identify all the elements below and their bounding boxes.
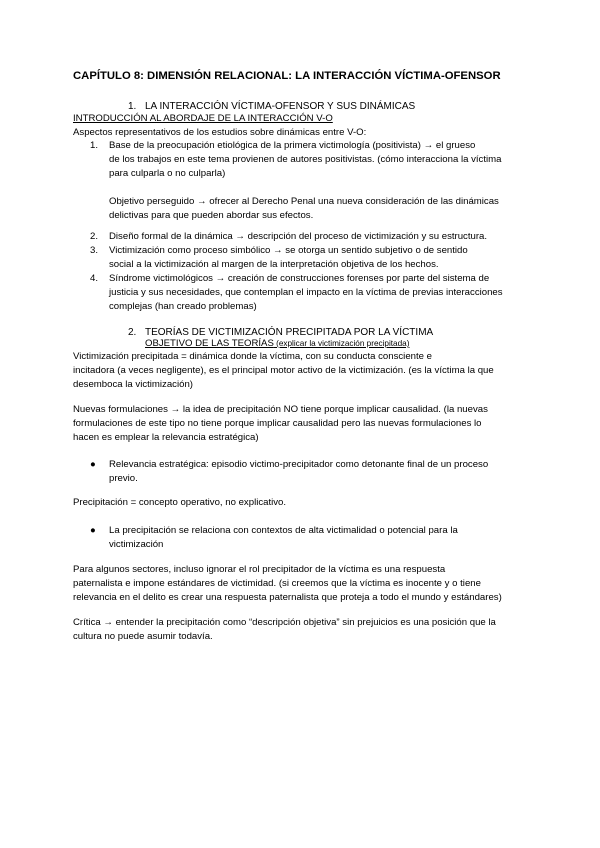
paragraph-line: relevancia en el delito es crear una respuesta paternalista que proteja a todo el mundo y estándares) — [73, 592, 502, 603]
paragraph-line: incitadora (a veces negligente), es el principal motor activo de la victimización. (es la víctima la que — [73, 365, 494, 376]
list-item-line: Diseño formal de la dinámica → descripción del proceso de victimización y su estructura. — [109, 231, 488, 242]
subheading-main: OBJETIVO DE LAS TEORÍAS — [145, 338, 274, 349]
bullet-icon: ● — [90, 525, 96, 536]
section-2-subheading — [145, 338, 409, 349]
paragraph-line: Crítica → entender la precipitación como “descripción objetiva” sin prejuicios es una posición que la — [73, 617, 496, 628]
bullet-line: La precipitación se relaciona con contextos de alta victimalidad o potencial para la — [109, 525, 458, 536]
list-item-line: Victimización como proceso simbólico → se otorga un sentido subjetivo o de sentido — [109, 245, 468, 256]
list-item — [73, 230, 543, 244]
list-item-number: 1. — [90, 140, 99, 151]
list-item — [73, 139, 543, 223]
section-1-number: 1. — [128, 101, 137, 112]
list-item — [73, 272, 543, 314]
paragraph-critica — [73, 616, 533, 644]
section-1-list — [73, 139, 543, 223]
list-item — [73, 244, 543, 272]
paragraph-nuevas-formulaciones — [73, 403, 533, 445]
list-item-line: para culparla o no culparla) — [109, 168, 226, 179]
intro-subheading: INTRODUCCIÓN AL ABORDAJE DE LA INTERACCIÓN V-O — [73, 113, 333, 124]
paragraph-line: desemboca la victimización) — [73, 379, 193, 390]
paragraph-line: Nuevas formulaciones → la idea de precipitación NO tiene porque implicar causalidad. (la nuevas — [73, 404, 488, 415]
section-1-heading — [128, 101, 415, 112]
paragraph-line: paternalista e impone estándares de victimidad. (si creemos que la víctima es inocente y o tiene — [73, 578, 481, 589]
list-item-line: delictivas para que pueden abordar sus efectos. — [109, 210, 314, 221]
section-1-heading-text: LA INTERACCIÓN VÍCTIMA-OFENSOR Y SUS DINÁMICAS — [145, 101, 416, 112]
bullet-line: previo. — [109, 473, 138, 484]
bullet-line: Relevancia estratégica: episodio victimo-precipitador como detonante final de un proceso — [109, 459, 489, 470]
paragraph-line: hacen es emplear la relevancia estratégica) — [73, 432, 259, 443]
paragraph-line: formulaciones de este tipo no tiene porque implicar causalidad pero las nuevas formulaciones lo — [73, 418, 482, 429]
list-item-line: Base de la preocupación etiológica de la primera victimología (positivista) → el grueso — [109, 140, 476, 151]
paragraph-line: Victimización precipitada = dinámica donde la víctima, con su conducta consciente e — [73, 351, 432, 362]
section-2-number: 2. — [128, 327, 137, 338]
paragraph-line: Para algunos sectores, incluso ignorar el rol precipitador de la víctima es una respuesta — [73, 564, 446, 575]
chapter-title: CAPÍTULO 8: DIMENSIÓN RELACIONAL: LA INTERACCIÓN VÍCTIMA-OFENSOR — [73, 70, 501, 82]
subheading-note: (explicar la victimización precipitada) — [273, 339, 410, 348]
section-2-heading-text: TEORÍAS DE VICTIMIZACIÓN PRECIPITADA POR LA VÍCTIMA — [145, 327, 434, 338]
list-item-number: 4. — [90, 273, 99, 284]
list-item-line: justicia y sus necesidades, que contemplan el impacto en la víctima de previas interacciones — [109, 287, 503, 298]
list-item-number: 2. — [90, 231, 99, 242]
list-item-line: complejas (han creado problemas) — [109, 301, 257, 312]
paragraph-line: cultura no puede asumir todavía. — [73, 631, 213, 642]
bullet-relevancia — [73, 458, 549, 486]
section-1-list-cont — [73, 230, 543, 314]
list-item-number: 3. — [90, 245, 99, 256]
paragraph-algunos-sectores — [73, 563, 533, 605]
paragraph-precipitacion: Precipitación = concepto operativo, no explicativo. — [73, 497, 287, 508]
section-2-heading — [128, 327, 433, 338]
list-item-line: de los trabajos en este tema provienen de autores positivistas. (cómo interacciona la víctima — [109, 154, 502, 165]
list-item-line: social a la victimización al margen de la interpretación objetiva de los hechos. — [109, 259, 439, 270]
list-item-line: Objetivo perseguido → ofrecer al Derecho Penal una nueva consideración de las dinámicas — [109, 196, 499, 207]
list-item-line: Síndrome victimológicos → creación de construcciones forenses por parte del sistema de — [109, 273, 490, 284]
bullet-line: victimización — [109, 539, 164, 550]
bullet-contextos — [73, 524, 549, 552]
paragraph-precipitada — [73, 350, 533, 392]
aspects-line: Aspectos representativos de los estudios sobre dinámicas entre V-O: — [73, 127, 367, 138]
bullet-icon: ● — [90, 459, 96, 470]
